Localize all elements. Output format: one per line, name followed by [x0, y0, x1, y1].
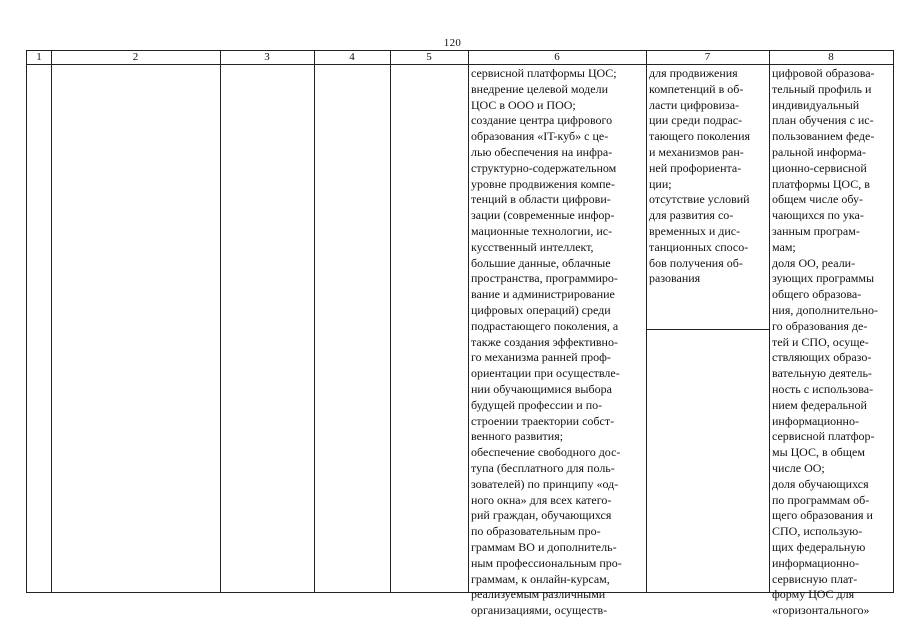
text-line: план обучения с ис-: [772, 113, 874, 128]
text-line: нием федеральной: [772, 397, 867, 412]
text-line: большие данные, облачные: [471, 255, 611, 270]
text-line: доля ОО, реали-: [772, 255, 856, 270]
text-line: будущей профессии и по-: [471, 397, 603, 412]
text-line: СПО, использую-: [772, 524, 863, 539]
text-line: ния, дополнительно-: [772, 302, 879, 317]
header-cell-1: 1: [36, 51, 42, 63]
text-line: организациями, осуществ-: [471, 603, 608, 618]
text-line: тенций в области цифрови-: [471, 192, 611, 207]
text-line: также создания эффективно-: [471, 334, 618, 349]
text-line: внедрение целевой модели: [471, 81, 609, 96]
text-line: и механизмов ран-: [649, 144, 744, 159]
text-line: общем числе обу-: [772, 192, 864, 207]
column-6-text: [471, 66, 645, 619]
text-line: числе ОО;: [772, 460, 825, 475]
text-line: щего образования и: [772, 508, 873, 523]
text-line: кусственный интеллект,: [471, 239, 594, 254]
header-cell-6: 6: [554, 51, 560, 63]
column-divider: [468, 50, 469, 592]
text-line: лью обеспечения на инфра-: [471, 144, 613, 159]
text-line: тельный профиль и: [772, 81, 872, 96]
text-line: ориентации при осуществле-: [471, 366, 620, 381]
text-line: цифровой образова-: [772, 66, 875, 80]
column-8-text: [772, 66, 892, 619]
text-line: рий граждан, обучающихся: [471, 508, 612, 523]
header-cell-2: 2: [132, 51, 139, 63]
text-line: венного развития;: [471, 429, 564, 444]
text-line: для продвижения: [649, 66, 738, 80]
text-line: го образования де-: [772, 318, 868, 333]
text-line: строении траектории собст-: [471, 413, 615, 428]
text-line: бов получения об-: [649, 255, 743, 270]
text-line: подрастающего поколения, а: [471, 318, 619, 333]
text-line: мационные технологии, ис-: [471, 223, 613, 238]
text-line: ласти цифровиза-: [649, 97, 740, 112]
text-line: отсутствие условий: [649, 192, 750, 207]
text-line: граммам, к онлайн-курсам,: [471, 571, 610, 586]
header-cell-4: 4: [349, 51, 355, 63]
text-line: ней профориента-: [649, 160, 742, 175]
text-line: пространства, программиро-: [471, 271, 618, 286]
text-line: информационно-: [772, 555, 859, 570]
text-line: граммам ВО и дополнитель-: [471, 539, 617, 554]
text-line: ции среди подрас-: [649, 113, 743, 128]
column-divider: [51, 50, 52, 592]
text-line: по образовательным про-: [471, 524, 601, 539]
header-cell-8: 8: [828, 51, 834, 63]
text-line: тающего поколения: [649, 129, 751, 144]
text-line: платформы ЦОС, в: [772, 176, 870, 191]
text-line: мам;: [772, 239, 796, 254]
text-line: форму ЦОС для: [772, 587, 855, 602]
text-line: обеспечение свободного дос-: [471, 445, 621, 460]
page-number: 120: [443, 37, 462, 49]
text-line: реализуемым различными: [471, 587, 606, 602]
header-cell-3: 3: [264, 51, 270, 63]
text-line: ность с использова-: [772, 381, 874, 396]
text-line: го механизма ранней проф-: [471, 350, 611, 365]
text-line: тупа (бесплатного для поль-: [471, 460, 615, 475]
text-line: разования: [649, 271, 701, 286]
text-line: вательную деятель-: [772, 366, 872, 381]
text-line: индивидуальный: [772, 97, 860, 112]
text-line: уровне продвижения компе-: [471, 176, 615, 191]
text-line: «горизонтального»: [772, 603, 870, 618]
text-line: пользованием феде-: [772, 129, 875, 144]
text-line: ральной информа-: [772, 144, 867, 159]
text-line: нии обучающимися выбора: [471, 381, 612, 396]
text-line: вание и администрирование: [471, 287, 615, 302]
text-line: зователей) по принципу «од-: [471, 476, 619, 491]
text-line: компетенций в об-: [649, 81, 744, 96]
text-line: зации (современные инфор-: [471, 208, 615, 223]
text-line: ствляющих образо-: [772, 350, 872, 365]
text-line: щих федеральную: [772, 539, 866, 554]
text-line: временных и дис-: [649, 223, 741, 238]
text-line: ЦОС в ООО и ПОО;: [471, 97, 576, 112]
text-line: общего образова-: [772, 287, 862, 302]
text-line: ционно-сервисной: [772, 160, 867, 175]
column-divider: [390, 50, 391, 592]
text-line: создание центра цифрового: [471, 113, 613, 128]
text-line: сервисной платфор-: [772, 429, 875, 444]
table-header-row: [27, 50, 893, 65]
text-line: зующих программы: [772, 271, 875, 286]
text-line: ным профессиональным про-: [471, 555, 622, 570]
column-divider: [314, 50, 315, 592]
text-line: мы ЦОС, в общем: [772, 445, 865, 460]
text-line: ции;: [649, 176, 672, 191]
text-line: занным програм-: [772, 223, 860, 238]
text-line: чающихся по ука-: [772, 208, 864, 223]
text-line: для развития со-: [649, 208, 734, 223]
text-line: доля обучающихся: [772, 476, 869, 491]
document-table: [26, 50, 894, 618]
column-divider: [220, 50, 221, 592]
header-cell-5: 5: [426, 51, 432, 63]
text-line: тей и СПО, осуще-: [772, 334, 869, 349]
text-line: образования «IT-куб» с це-: [471, 129, 609, 144]
text-line: сервисной платформы ЦОС;: [471, 66, 617, 80]
column-7-text: [649, 66, 768, 287]
text-line: цифровых операций) среди: [471, 302, 611, 317]
text-line: ного окна» для всех катего-: [471, 492, 612, 507]
text-line: структурно-содержательном: [471, 160, 617, 175]
text-line: по программам об-: [772, 492, 870, 507]
header-cell-7: 7: [704, 51, 711, 63]
text-line: танционных спосо-: [649, 239, 749, 254]
text-line: информационно-: [772, 413, 859, 428]
text-line: сервисную плат-: [772, 571, 858, 586]
